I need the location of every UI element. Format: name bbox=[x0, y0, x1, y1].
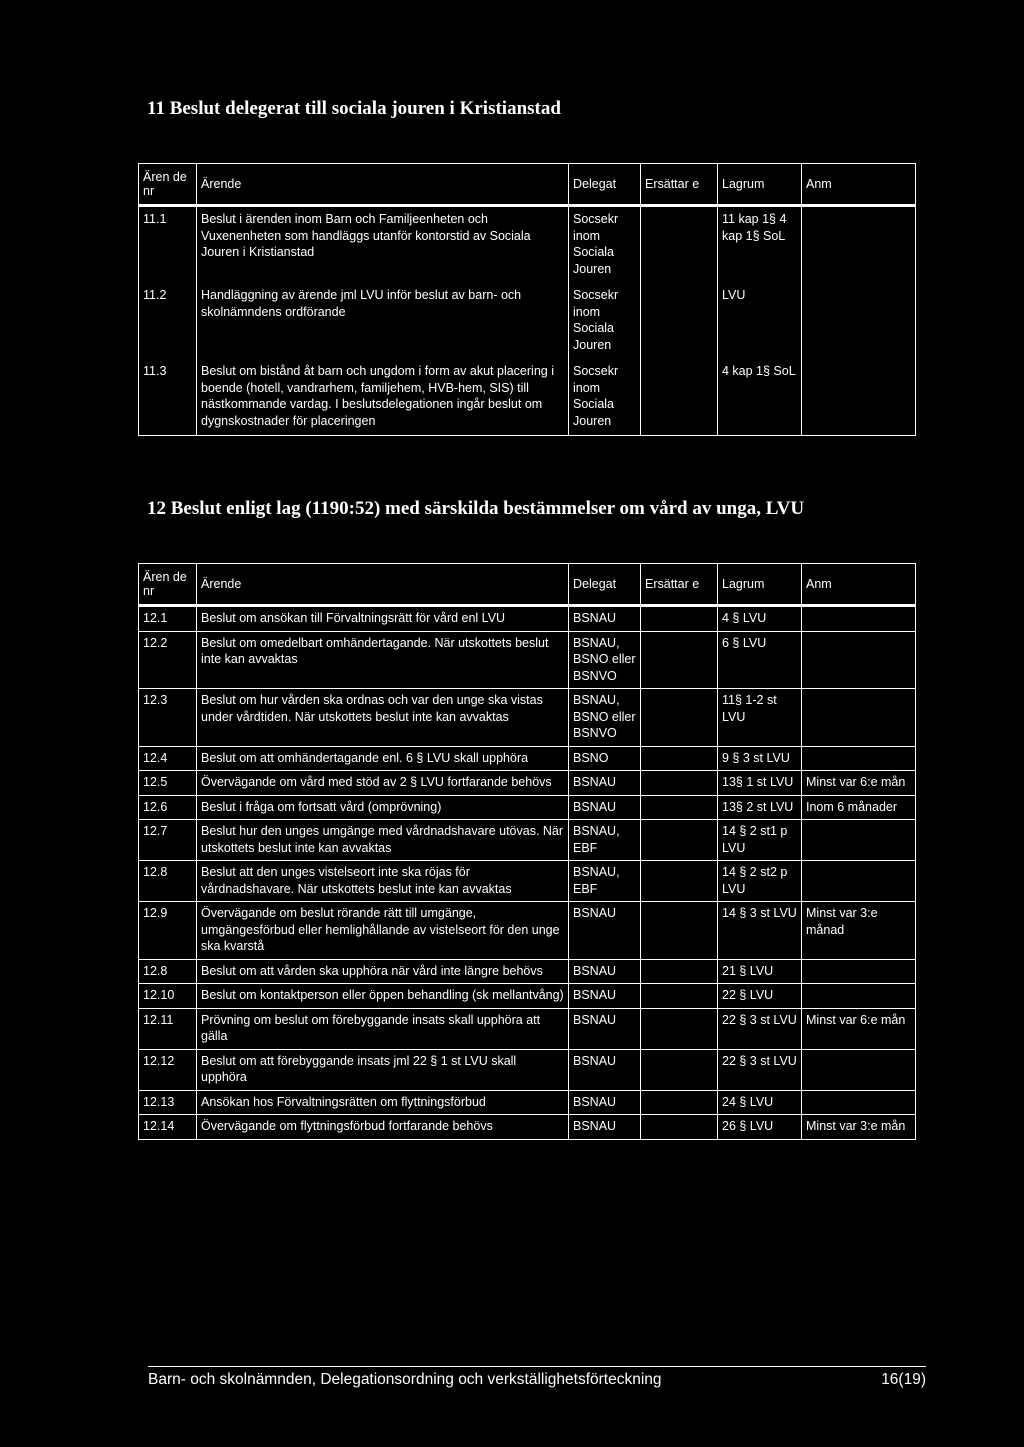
cell-anm: Inom 6 månader bbox=[802, 795, 916, 820]
cell-delegat: BSNAU bbox=[569, 1008, 641, 1049]
cell-arende: Beslut om att förebyggande insats jml 22 § 1 st LVU skall upphöra bbox=[197, 1049, 569, 1090]
cell-arende-nr: 12.3 bbox=[139, 689, 197, 747]
col-header-arende: Ärende bbox=[197, 164, 569, 206]
cell-delegat: BSNAU, BSNO eller BSNVO bbox=[569, 631, 641, 689]
cell-arende-nr: 11.2 bbox=[139, 283, 197, 359]
table-row bbox=[139, 746, 916, 771]
table-row bbox=[139, 631, 916, 689]
cell-ersattare bbox=[641, 861, 718, 902]
cell-arende-nr: 11.3 bbox=[139, 359, 197, 436]
cell-lagrum: 13§ 2 st LVU bbox=[718, 795, 802, 820]
cell-anm bbox=[802, 283, 916, 359]
col-header-anm: Anm bbox=[802, 164, 916, 206]
cell-anm bbox=[802, 689, 916, 747]
page-footer bbox=[148, 1366, 926, 1389]
cell-lagrum: 6 § LVU bbox=[718, 631, 802, 689]
cell-delegat: BSNAU bbox=[569, 1115, 641, 1140]
cell-ersattare bbox=[641, 746, 718, 771]
col-header-anm: Anm bbox=[802, 564, 916, 606]
cell-arende-nr: 12.1 bbox=[139, 606, 197, 632]
cell-ersattare bbox=[641, 771, 718, 796]
cell-arende-nr: 12.2 bbox=[139, 631, 197, 689]
cell-arende: Beslut om hur vården ska ordnas och var den unge ska vistas under vårdtiden. När utskottets beslut inte kan avvaktas bbox=[197, 689, 569, 747]
cell-arende: Beslut om omedelbart omhändertagande. När utskottets beslut inte kan avvaktas bbox=[197, 631, 569, 689]
cell-delegat: Socsekr inom Sociala Jouren bbox=[569, 359, 641, 436]
cell-arende-nr: 12.11 bbox=[139, 1008, 197, 1049]
cell-anm bbox=[802, 1090, 916, 1115]
col-header-lagrum: Lagrum bbox=[718, 564, 802, 606]
cell-delegat: BSNAU bbox=[569, 984, 641, 1009]
cell-lagrum: 14 § 3 st LVU bbox=[718, 902, 802, 960]
cell-arende-nr: 12.8 bbox=[139, 861, 197, 902]
cell-lagrum: 14 § 2 st1 p LVU bbox=[718, 820, 802, 861]
cell-delegat: BSNAU bbox=[569, 959, 641, 984]
cell-anm bbox=[802, 959, 916, 984]
table-row bbox=[139, 606, 916, 632]
table-row bbox=[139, 1008, 916, 1049]
cell-delegat: BSNAU, BSNO eller BSNVO bbox=[569, 689, 641, 747]
cell-anm: Minst var 3:e månad bbox=[802, 902, 916, 960]
cell-arende: Övervägande om vård med stöd av 2 § LVU fortfarande behövs bbox=[197, 771, 569, 796]
cell-delegat: BSNAU bbox=[569, 606, 641, 632]
cell-arende: Beslut i ärenden inom Barn och Familjeenheten och Vuxenenheten som handläggs utanför kontorstid av Sociala Jouren i Kristianstad bbox=[197, 206, 569, 284]
cell-ersattare bbox=[641, 689, 718, 747]
cell-anm bbox=[802, 631, 916, 689]
cell-arende-nr: 12.5 bbox=[139, 771, 197, 796]
cell-arende: Ansökan hos Förvaltningsrätten om flyttningsförbud bbox=[197, 1090, 569, 1115]
cell-delegat: BSNAU, EBF bbox=[569, 861, 641, 902]
cell-delegat: BSNAU bbox=[569, 902, 641, 960]
table-section-12 bbox=[138, 563, 916, 1140]
cell-arende: Beslut om bistånd åt barn och ungdom i form av akut placering i boende (hotell, vandrarhem, familjehem, HVB-hem, SIS) till nästkommande vardag. I beslutsdelegationen ingår beslut om dygnskostnader för placeringen bbox=[197, 359, 569, 436]
cell-arende: Beslut om ansökan till Förvaltningsrätt för vård enl LVU bbox=[197, 606, 569, 632]
cell-lagrum: 4 § LVU bbox=[718, 606, 802, 632]
table-row bbox=[139, 771, 916, 796]
col-header-ersattare: Ersättar e bbox=[641, 164, 718, 206]
cell-ersattare bbox=[641, 902, 718, 960]
cell-arende-nr: 12.6 bbox=[139, 795, 197, 820]
cell-arende: Beslut om att omhändertagande enl. 6 § LVU skall upphöra bbox=[197, 746, 569, 771]
col-header-arende-nr: Ären de nr bbox=[139, 564, 197, 606]
cell-delegat: BSNAU bbox=[569, 795, 641, 820]
cell-lagrum: 4 kap 1§ SoL bbox=[718, 359, 802, 436]
col-header-arende: Ärende bbox=[197, 564, 569, 606]
col-header-delegat: Delegat bbox=[569, 164, 641, 206]
cell-ersattare bbox=[641, 206, 718, 284]
cell-ersattare bbox=[641, 606, 718, 632]
col-header-lagrum: Lagrum bbox=[718, 164, 802, 206]
cell-anm: Minst var 6:e mån bbox=[802, 771, 916, 796]
cell-ersattare bbox=[641, 984, 718, 1009]
cell-delegat: BSNAU bbox=[569, 771, 641, 796]
table-row bbox=[139, 820, 916, 861]
section-12-title: 12 Beslut enligt lag (1190:52) med särskilda bestämmelser om vård av unga, LVU bbox=[147, 498, 805, 519]
cell-delegat: Socsekr inom Sociala Jouren bbox=[569, 206, 641, 284]
cell-ersattare bbox=[641, 283, 718, 359]
cell-ersattare bbox=[641, 1115, 718, 1140]
table-row bbox=[139, 861, 916, 902]
cell-lagrum: 22 § 3 st LVU bbox=[718, 1049, 802, 1090]
cell-arende: Beslut att den unges vistelseort inte ska röjas för vårdnadshavare. När utskottets beslut inte kan avvaktas bbox=[197, 861, 569, 902]
cell-delegat: BSNAU bbox=[569, 1049, 641, 1090]
cell-ersattare bbox=[641, 631, 718, 689]
cell-lagrum: 22 § LVU bbox=[718, 984, 802, 1009]
cell-arende: Övervägande om beslut rörande rätt till umgänge, umgängesförbud eller hemlighållande av vistelseort för den unge ska kvarstå bbox=[197, 902, 569, 960]
cell-arende-nr: 12.10 bbox=[139, 984, 197, 1009]
cell-anm bbox=[802, 861, 916, 902]
table-header-row bbox=[139, 564, 916, 606]
cell-delegat: Socsekr inom Sociala Jouren bbox=[569, 283, 641, 359]
page-number: 16(19) bbox=[881, 1371, 926, 1388]
table-section-11 bbox=[138, 163, 916, 436]
cell-arende-nr: 12.7 bbox=[139, 820, 197, 861]
cell-ersattare bbox=[641, 1090, 718, 1115]
cell-arende: Prövning om beslut om förebyggande insats skall upphöra att gälla bbox=[197, 1008, 569, 1049]
table-row bbox=[139, 1115, 916, 1140]
cell-anm bbox=[802, 606, 916, 632]
col-header-delegat: Delegat bbox=[569, 564, 641, 606]
cell-delegat: BSNAU bbox=[569, 1090, 641, 1115]
cell-lagrum: 26 § LVU bbox=[718, 1115, 802, 1140]
table-row bbox=[139, 689, 916, 747]
cell-lagrum: 13§ 1 st LVU bbox=[718, 771, 802, 796]
cell-anm: Minst var 3:e mån bbox=[802, 1115, 916, 1140]
cell-ersattare bbox=[641, 795, 718, 820]
table-row bbox=[139, 283, 916, 359]
cell-lagrum: 21 § LVU bbox=[718, 959, 802, 984]
cell-arende-nr: 12.13 bbox=[139, 1090, 197, 1115]
cell-anm: Minst var 6:e mån bbox=[802, 1008, 916, 1049]
cell-anm bbox=[802, 1049, 916, 1090]
cell-ersattare bbox=[641, 1049, 718, 1090]
cell-delegat: BSNAU, EBF bbox=[569, 820, 641, 861]
cell-arende-nr: 12.9 bbox=[139, 902, 197, 960]
cell-anm bbox=[802, 820, 916, 861]
footer-text: Barn- och skolnämnden, Delegationsordning och verkställighetsförteckning bbox=[148, 1371, 662, 1388]
cell-lagrum: 14 § 2 st2 p LVU bbox=[718, 861, 802, 902]
table-row bbox=[139, 1090, 916, 1115]
cell-delegat: BSNO bbox=[569, 746, 641, 771]
table-row bbox=[139, 902, 916, 960]
cell-arende: Beslut om kontaktperson eller öppen behandling (sk mellantvång) bbox=[197, 984, 569, 1009]
cell-arende-nr: 12.14 bbox=[139, 1115, 197, 1140]
table-row bbox=[139, 795, 916, 820]
table-row bbox=[139, 959, 916, 984]
cell-arende: Beslut hur den unges umgänge med vårdnadshavare utövas. När utskottets beslut inte kan avvaktas bbox=[197, 820, 569, 861]
table-row bbox=[139, 984, 916, 1009]
cell-lagrum: 24 § LVU bbox=[718, 1090, 802, 1115]
cell-anm bbox=[802, 984, 916, 1009]
cell-lagrum: 22 § 3 st LVU bbox=[718, 1008, 802, 1049]
cell-ersattare bbox=[641, 359, 718, 436]
cell-anm bbox=[802, 206, 916, 284]
col-header-arende-nr: Ären de nr bbox=[139, 164, 197, 206]
table-body bbox=[139, 206, 916, 436]
cell-lagrum: 9 § 3 st LVU bbox=[718, 746, 802, 771]
table-header-row bbox=[139, 164, 916, 206]
cell-lagrum: 11§ 1-2 st LVU bbox=[718, 689, 802, 747]
cell-ersattare bbox=[641, 959, 718, 984]
cell-arende-nr: 11.1 bbox=[139, 206, 197, 284]
cell-lagrum: LVU bbox=[718, 283, 802, 359]
cell-arende-nr: 12.8 bbox=[139, 959, 197, 984]
cell-arende-nr: 12.12 bbox=[139, 1049, 197, 1090]
cell-ersattare bbox=[641, 820, 718, 861]
table-row bbox=[139, 359, 916, 436]
cell-arende: Övervägande om flyttningsförbud fortfarande behövs bbox=[197, 1115, 569, 1140]
cell-arende: Beslut om att vården ska upphöra när vård inte längre behövs bbox=[197, 959, 569, 984]
cell-anm bbox=[802, 746, 916, 771]
cell-arende: Beslut i fråga om fortsatt vård (omprövning) bbox=[197, 795, 569, 820]
table-row bbox=[139, 206, 916, 284]
col-header-ersattare: Ersättar e bbox=[641, 564, 718, 606]
cell-arende-nr: 12.4 bbox=[139, 746, 197, 771]
cell-lagrum: 11 kap 1§ 4 kap 1§ SoL bbox=[718, 206, 802, 284]
section-11-title: 11 Beslut delegerat till sociala jouren i Kristianstad bbox=[147, 98, 561, 119]
cell-ersattare bbox=[641, 1008, 718, 1049]
cell-anm bbox=[802, 359, 916, 436]
table-body bbox=[139, 606, 916, 1140]
table-row bbox=[139, 1049, 916, 1090]
cell-arende: Handläggning av ärende jml LVU inför beslut av barn- och skolnämndens ordförande bbox=[197, 283, 569, 359]
